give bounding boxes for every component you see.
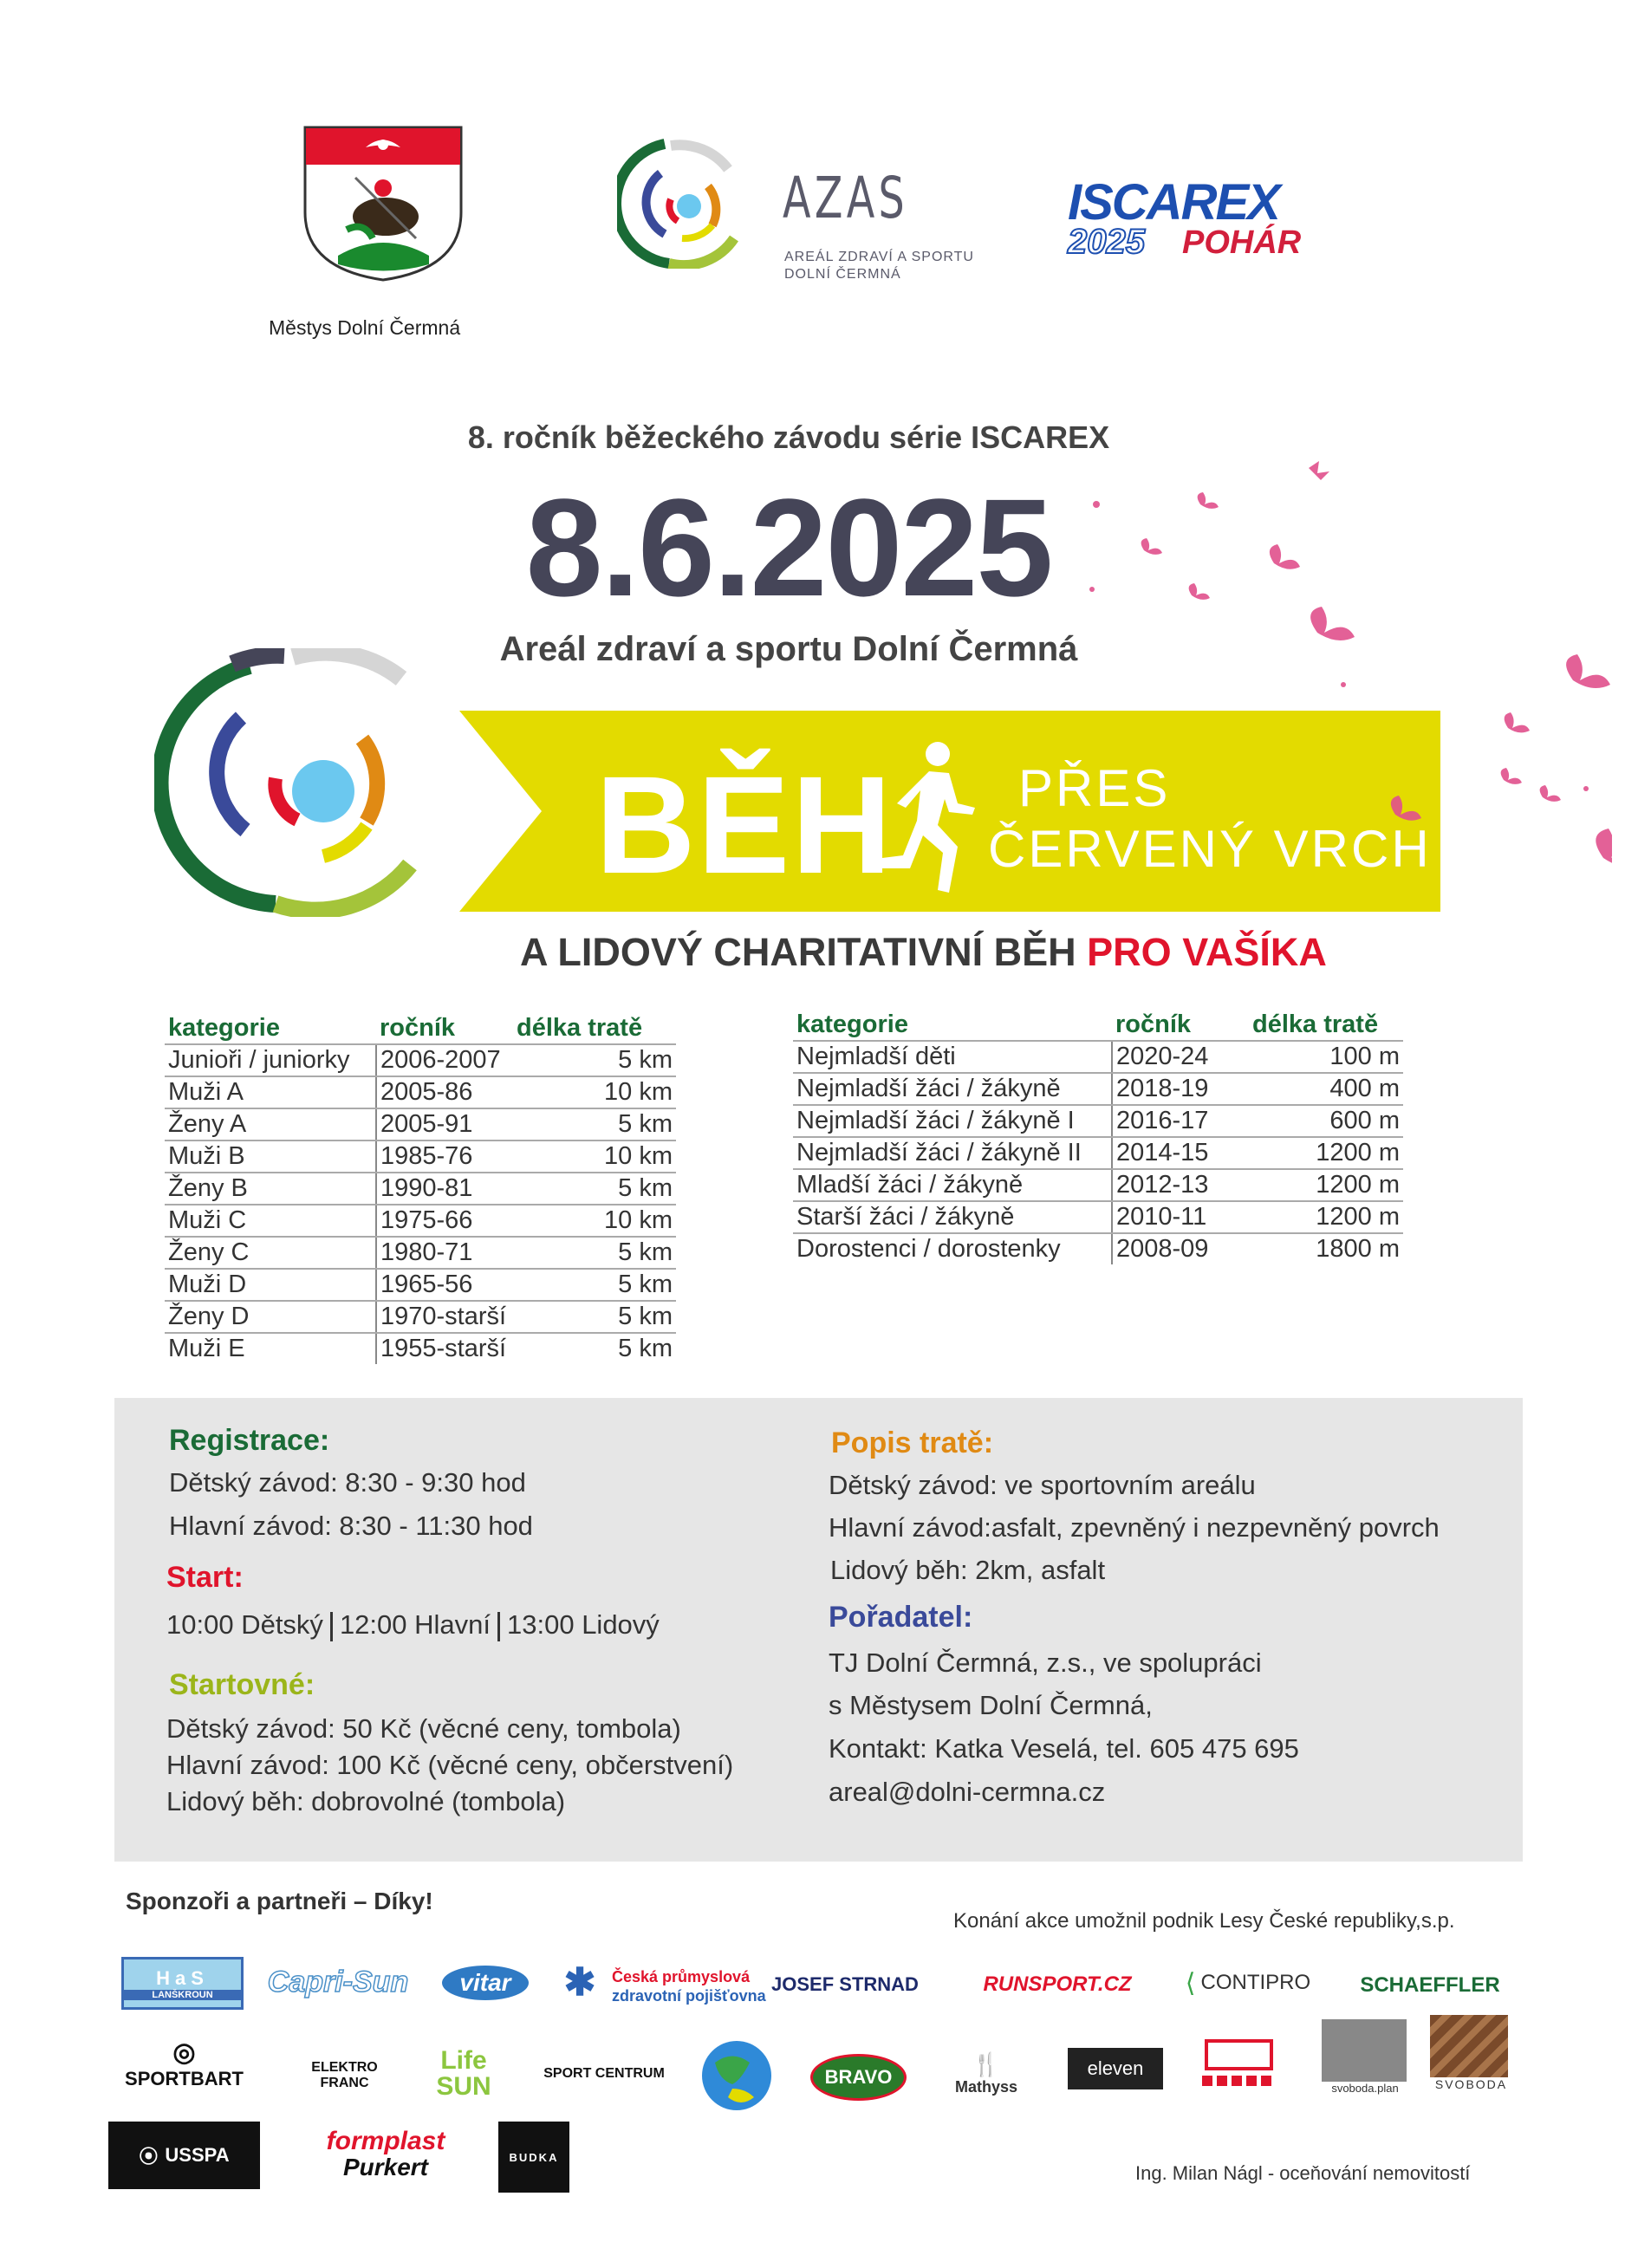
distance-cell: 1200 m [1249, 1137, 1403, 1169]
table-header-row [165, 1012, 676, 1044]
birth-year-cell: 2016-17 [1112, 1105, 1249, 1137]
distance-cell: 1200 m [1249, 1201, 1403, 1233]
distance-cell: 1200 m [1249, 1169, 1403, 1201]
town-name: Městys Dolní Čermná [269, 316, 461, 339]
cutlery-icon: 🍴 [972, 2050, 1001, 2077]
charity-title: A LIDOVÝ CHARITATIVNÍ BĚH PRO VAŠÍKA [520, 930, 1327, 974]
capri-sun-logo: Capri-Sun [267, 1965, 409, 1998]
column-header: ročník [376, 1012, 513, 1044]
category-cell: Mladší žáci / žákyně [793, 1169, 1112, 1201]
table-row [793, 1201, 1403, 1233]
table-row [793, 1073, 1403, 1105]
distance-cell: 5 km [513, 1301, 676, 1333]
sportbart-logo: ◎ SPORTBART [125, 2037, 244, 2089]
table-row [793, 1169, 1403, 1201]
birth-year-cell: 2006-2007 [376, 1044, 513, 1076]
life-sun-logo: Life SUN [436, 2045, 491, 2101]
category-cell: Dorostenci / dorostenky [796, 1235, 1061, 1263]
sportbart-icon: ◎ [172, 2037, 196, 2067]
birth-year-cell: 1985-76 [376, 1140, 513, 1173]
registration-kids: Dětský závod: 8:30 - 9:30 hod [169, 1467, 526, 1498]
table-row [165, 1140, 676, 1173]
distance-cell: 10 km [513, 1140, 676, 1173]
youth-categories-table [793, 1009, 1403, 1264]
fee-folk: Lidový běh: dobrovolné (tombola) [166, 1786, 566, 1816]
josef-strnad-logo: JOSEF STRNAD [771, 1973, 919, 1995]
birth-year-cell: 2012-13 [1112, 1169, 1249, 1201]
category-cell: Starší žáci / žákyně [793, 1201, 1112, 1233]
distance-cell: 1800 m [1316, 1235, 1400, 1263]
column-header: délka tratě [1249, 1009, 1403, 1041]
lesy-credit: Konání akce umožnil podnik Lesy České republiky,s.p. [953, 1909, 1455, 1933]
distance-cell: 400 m [1249, 1073, 1403, 1105]
iscarex-cup: POHÁR [1182, 224, 1302, 261]
fee-main: Hlavní závod: 100 Kč (věcné ceny, občerstvení) [166, 1750, 734, 1780]
distance-cell: 5 km [513, 1108, 676, 1140]
budka-logo: BUDKA [498, 2122, 569, 2193]
run-title: BĚH [595, 747, 894, 902]
iscarex-logo: ISCAREX [1068, 174, 1279, 231]
category-cell: Muži D [165, 1269, 376, 1301]
mob-logo [1198, 2037, 1280, 2096]
category-cell: Junioři / juniorky [165, 1044, 376, 1076]
birth-year-cell: 2014-15 [1112, 1137, 1249, 1169]
has-lanskroun-logo: HaS LANŠKROUN [121, 1957, 244, 2010]
category-cell: Ženy A [165, 1108, 376, 1140]
category-cell: Ženy C [165, 1237, 376, 1269]
table-row [165, 1333, 676, 1364]
azas-subtitle: AREÁL ZDRAVÍ A SPORTU DOLNÍ ČERMNÁ [784, 250, 974, 282]
contipro-icon: ⟨ [1185, 1968, 1196, 1998]
category-cell: Ženy B [165, 1173, 376, 1205]
registration-main: Hlavní závod: 8:30 - 11:30 hod [169, 1511, 533, 1541]
bravo-logo: BRAVO [810, 2054, 907, 2101]
column-header: kategorie [793, 1009, 1112, 1041]
organizer-email[interactable]: areal@dolni-cermna.cz [829, 1777, 1106, 1807]
mathyss-logo: 🍴 Mathyss [954, 2050, 1018, 2096]
category-cell: Muži E [168, 1335, 245, 1362]
category-cell: Nejmladší žáci / žákyně II [793, 1137, 1112, 1169]
table-row [793, 1105, 1403, 1137]
track-folk: Lidový běh: 2km, asfalt [830, 1555, 1106, 1585]
table-row [165, 1301, 676, 1333]
butterflies-decoration [1057, 451, 1612, 901]
elektro-franc-logo: ELEKTRO FRANC [311, 2060, 378, 2090]
race-series: 8. ročník běžeckého závodu série ISCAREX [467, 419, 1110, 455]
column-header: kategorie [165, 1012, 376, 1044]
iscarex-year: 2025 [1068, 223, 1145, 261]
usspa-icon: ⦿ [139, 2145, 159, 2167]
fee-title: Startovné: [169, 1668, 315, 1701]
table-row [165, 1237, 676, 1269]
column-header: délka tratě [513, 1012, 676, 1044]
globe-logo [698, 2037, 776, 2115]
organizer-title: Pořadatel: [829, 1601, 973, 1634]
svoboda-logo: SVOBODA [1430, 2015, 1512, 2106]
organizer-line: s Městysem Dolní Čermná, [829, 1690, 1153, 1720]
birth-year-cell: 1955-starší [376, 1333, 513, 1364]
category-cell: Nejmladší žáci / žákyně [793, 1073, 1112, 1105]
distance-cell: 10 km [513, 1076, 676, 1108]
cpzp-logo: Česká průmyslová zdravotní pojišťovna [612, 1968, 766, 2005]
race-date: 8.6.2025 [525, 470, 1052, 625]
birth-year-cell: 1965-56 [376, 1269, 513, 1301]
track-title: Popis tratě: [831, 1426, 994, 1459]
distance-cell: 5 km [513, 1237, 676, 1269]
track-kids: Dětský závod: ve sportovním areálu [829, 1470, 1256, 1500]
birth-year-cell: 1990-81 [376, 1173, 513, 1205]
distance-cell: 5 km [513, 1173, 676, 1205]
start-title: Start: [166, 1561, 244, 1594]
runner-icon [875, 738, 979, 899]
svoboda-plan-logo: svoboda.plan [1322, 2019, 1408, 2106]
distance-cell: 600 m [1249, 1105, 1403, 1137]
birth-year-cell: 1970-starší [376, 1301, 513, 1333]
distance-cell: 5 km [513, 1044, 676, 1076]
table-row [793, 1137, 1403, 1169]
distance-cell: 5 km [513, 1269, 676, 1301]
category-cell: Ženy D [165, 1301, 376, 1333]
run-subtitle-1: PŘES [1018, 759, 1171, 817]
azas-big-logo-mark [154, 648, 423, 917]
run-subtitle-2: ČERVENÝ VRCH [988, 820, 1432, 878]
birth-year-cell: 1975-66 [376, 1205, 513, 1237]
category-cell: Muži C [165, 1205, 376, 1237]
nagl-credit: Ing. Milan Nágl - oceňování nemovitostí [1135, 2162, 1471, 2184]
formplast-purkert-logo: formplast Purkert [326, 2126, 445, 2180]
info-box [114, 1398, 1523, 1862]
table-row [165, 1108, 676, 1140]
adult-categories-table [165, 1012, 676, 1364]
category-cell: Nejmladší děti [793, 1041, 1112, 1073]
contipro-logo: ⟨ CONTIPRO [1185, 1968, 1311, 1998]
birth-year-cell: 2010-11 [1112, 1201, 1249, 1233]
birth-year-cell: 1980-71 [376, 1237, 513, 1269]
birth-year-cell: 2008-09 [1112, 1233, 1249, 1264]
distance-cell: 10 km [513, 1205, 676, 1237]
organizer-line: TJ Dolní Čermná, z.s., ve spolupráci [829, 1647, 1262, 1678]
sponsors-title: Sponzoři a partneři – Díky! [126, 1888, 433, 1914]
table-header-row [793, 1009, 1403, 1041]
organizer-contact: Kontakt: Katka Veselá, tel. 605 475 695 [829, 1733, 1299, 1764]
azas-wordmark: AZAS [783, 165, 909, 231]
race-venue: Areál zdraví a sportu Dolní Čermná [499, 630, 1078, 668]
birth-year-cell: 2018-19 [1112, 1073, 1249, 1105]
table-row [793, 1233, 1403, 1264]
azas-logo-mark [617, 139, 747, 269]
category-cell: Nejmladší žáci / žákyně I [793, 1105, 1112, 1137]
start-times: 10:00 Dětský 12:00 Hlavní 13:00 Lidový [166, 1609, 660, 1640]
schaeffler-logo: SCHAEFFLER [1360, 1973, 1500, 1997]
charity-highlight: PRO VAŠÍKA [1087, 930, 1327, 974]
table-row [165, 1269, 676, 1301]
distance-cell: 100 m [1249, 1041, 1403, 1073]
table-row [165, 1076, 676, 1108]
birth-year-cell: 2020-24 [1112, 1041, 1249, 1073]
table-row [165, 1044, 676, 1076]
table-row [793, 1041, 1403, 1073]
birth-year-cell: 2005-86 [376, 1076, 513, 1108]
column-header: ročník [1112, 1009, 1249, 1041]
category-cell: Muži A [165, 1076, 376, 1108]
cpzp-icon: ✱ [563, 1960, 596, 2004]
vitar-logo: vitar [442, 1966, 529, 2000]
town-crest-logo [303, 126, 463, 282]
table-row [165, 1205, 676, 1237]
table-row [165, 1173, 676, 1205]
runsport-logo: RUNSPORT.CZ [983, 1972, 1132, 1996]
category-cell: Muži B [165, 1140, 376, 1173]
registration-title: Registrace: [169, 1424, 330, 1457]
fee-kids: Dětský závod: 50 Kč (věcné ceny, tombola) [166, 1713, 681, 1744]
distance-cell: 5 km [618, 1335, 673, 1362]
usspa-logo: ⦿ USSPA [108, 2122, 260, 2189]
track-main: Hlavní závod:asfalt, zpevněný i nezpevněný povrch [829, 1512, 1440, 1543]
birth-year-cell: 2005-91 [376, 1108, 513, 1140]
eleven-logo: eleven [1068, 2048, 1163, 2089]
sport-centrum-logo: SPORT CENTRUM [543, 2066, 665, 2081]
